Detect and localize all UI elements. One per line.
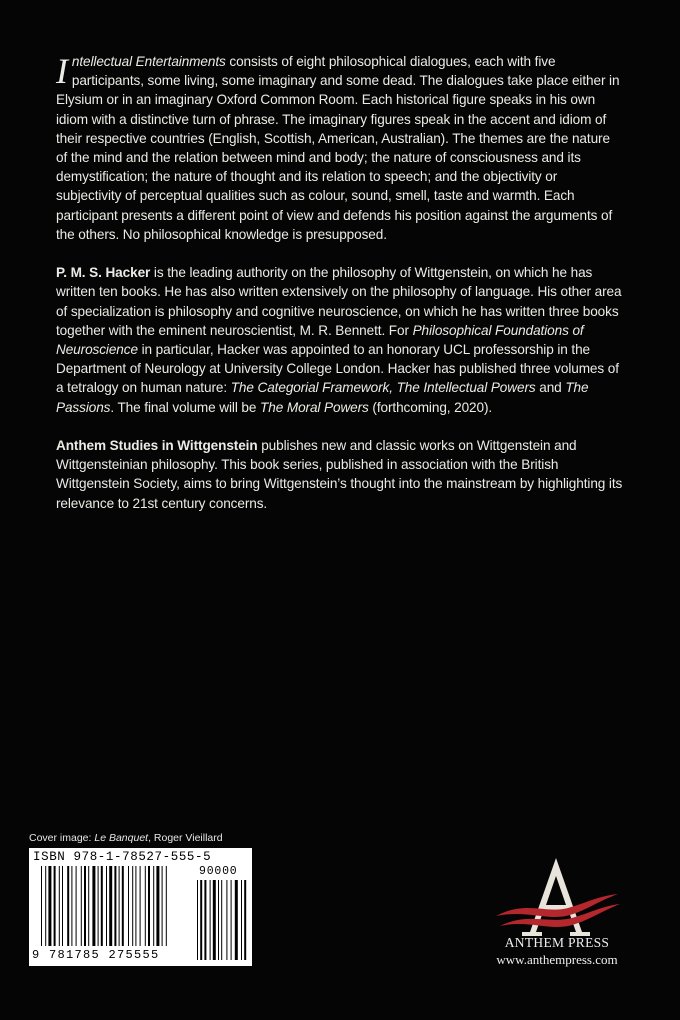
separator: , (389, 380, 397, 396)
book-reference: The Intellectual Powers (396, 380, 536, 396)
publisher-url[interactable]: www.anthempress.com (496, 952, 618, 967)
publisher-name: ANTHEM PRESS (504, 935, 610, 950)
credit-artist: , Roger Vieillard (148, 832, 223, 844)
description-text: consists of eight philosophical dialogues, each with five participants, some living, some imaginary and some dead. The dialogues take place either in Elysium or in an imaginary Oxford Common Room. Each historical figure speaks in his own idiom with a distinctive turn of phrase. The imaginary figures speak in the accent and idiom of their respective countries (English, Scottish, American, Australian). The themes are the nature of the mind and the relation between mind and body; the nature of consciousness and its demystification; the nature of thought and its relation to speech; and the objectivity or subjectivity of perceptual qualities such as colour, sound, smell, taste and warmth. Each participant presents a different point of view and defends his position against the arguments of the others. No philosophical knowledge is presupposed. (56, 54, 620, 242)
bio-text: is the leading authority on the philosophy of Wittgenstein, on which he has written ten books. He has also written extensively on the philosophy of language. His other area of specialization is philosophy and cognitive neuroscience, on which he has written three books together with the eminent neuroscientist, M. R. Bennett. For (56, 265, 622, 338)
book-title: ntellectual Entertainments (71, 54, 226, 69)
author-name: P. M. S. Hacker (56, 265, 151, 281)
bio-text: in particular, Hacker was appointed to an honorary UCL professorship in the Department of Neurology at University College London. Hacker has published three volumes of a tetralogy on human nature: (56, 342, 619, 396)
series-text: publishes new and classic works on Wittgenstein and Wittgensteinian philosophy. This book series, published in association with the British Wittgenstein Society, aims to bring Wittgenstein’s thought into the mainstream by highlighting its relevance to 21st century concerns. (56, 438, 623, 511)
book-description (56, 52, 624, 244)
back-cover-blurb (56, 52, 624, 532)
credit-prefix: Cover image: (29, 832, 95, 844)
book-reference: Philosophical Foundations of Neuroscience (56, 322, 584, 358)
drop-cap: I (56, 51, 68, 91)
author-bio (56, 263, 624, 417)
ean-digits: 9 781785 275555 (32, 948, 160, 962)
separator: and (535, 380, 566, 396)
series-name: Anthem Studies in Wittgenstein (56, 438, 258, 454)
addon-digits: 90000 (199, 865, 238, 878)
cover-image-credit (29, 832, 223, 844)
isbn-barcode (29, 848, 252, 966)
isbn-label: ISBN 978-1-78527-555-5 (33, 850, 212, 864)
book-reference: The Categorial Framework (230, 380, 390, 396)
series-description (56, 436, 624, 513)
book-reference: The Moral Powers (260, 399, 369, 415)
bio-text: . The final volume will be (110, 399, 261, 415)
bio-text: (forthcoming, 2020). (368, 399, 493, 415)
book-reference: The Passions (56, 380, 589, 415)
credit-work: Le Banquet (94, 832, 149, 844)
